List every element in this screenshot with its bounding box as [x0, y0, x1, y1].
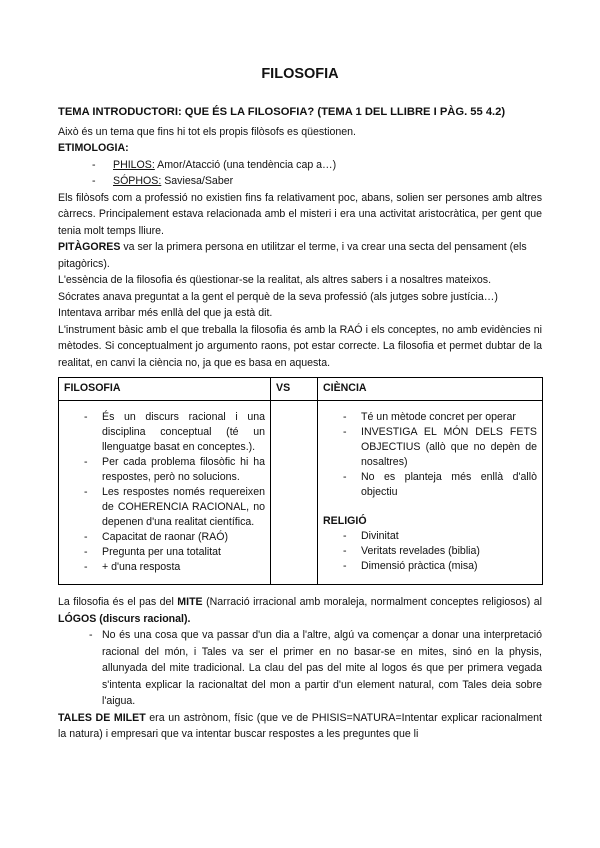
mite-list [58, 627, 542, 710]
text-run: i els conceptes, no amb evidències ni mètodes. Si conceptualment jo argumento raons, pot estar correcte. La filosofia et permet dubtar de la realitat, en canvi la ciència no, ja que es basa en aquesta. [58, 323, 542, 369]
definition: Saviesa/Saber [161, 175, 234, 187]
list-item [323, 559, 537, 574]
filosofia-cell [59, 401, 271, 585]
bold-term: PITÀGORES [58, 241, 121, 253]
paragraph-socrates: Sócrates anava preguntat a la gent el perquè de la seva professió (als jutges sobre justícia…) Intentava arribar més enllà del que ja està dit. [58, 290, 498, 319]
list-item [323, 425, 537, 470]
item-text: És un discurs racional i una disciplina conceptual (té un llenguatge basat en conceptes.). [102, 411, 265, 453]
list-item [323, 470, 537, 500]
etimologia-heading: ETIMOLOGIA: [58, 142, 129, 154]
list-item [323, 410, 537, 425]
header-ciencia: CIÈNCIA [318, 378, 543, 401]
comparison-table [58, 377, 543, 585]
dash-bullet: - [84, 531, 88, 543]
dash-bullet: - [84, 561, 88, 573]
item-text: Pregunta per una totalitat [102, 546, 221, 558]
dash-bullet: - [343, 411, 347, 423]
item-text: Té un mètode concret per operar [361, 411, 516, 423]
paragraph-essencia: L'essència de la filosofia és qüestionar-se la realitat, als altres sabers i a nosaltres mateixos. [58, 274, 492, 286]
intro-paragraph: Això és un tema que fins hi tot els propis filòsofs es qüestionen. [58, 125, 356, 138]
list-item [64, 485, 265, 530]
religio-heading: RELIGIÓ [323, 515, 367, 527]
dash-bullet: - [343, 471, 347, 483]
text-run: era un astrònom, físic (que ve de PHISIS=NATURA=Intentar explicar racionalment la natura) i empresari que va intentar buscar respostes a les preguntes que li [58, 711, 542, 740]
filosofia-list [64, 410, 265, 575]
text-run: La filosofia és el pas del [58, 596, 178, 608]
dash-bullet: - [84, 456, 88, 468]
list-item [58, 627, 542, 710]
term: SÓPHOS: [113, 175, 162, 187]
list-item [64, 545, 265, 560]
list-item [64, 455, 265, 485]
table-header-row [59, 378, 543, 401]
dash-bullet: - [84, 546, 88, 558]
term: PHILOS: [113, 158, 155, 171]
item-text: Dimensió pràctica (misa) [361, 560, 478, 572]
list-item [64, 560, 265, 575]
tema-heading: TEMA INTRODUCTORI: QUE ÉS LA FILOSOFIA? (TEMA 1 DEL LLIBRE I PÀG. 55 4.2) [58, 106, 506, 118]
item-text: + d'una resposta [102, 561, 181, 573]
dash-bullet: - [343, 545, 347, 557]
dash-bullet: - [92, 175, 96, 187]
paragraph-filosofs: Els filòsofs com a professió no existien fins fa relativament poc, abans, solien ser persones amb altres càrrecs. Principalement estava relacionada amb el misteri i era una activitat aristocràtica, per gent que tenia molt temps lliure. [58, 191, 542, 237]
list-item [58, 157, 542, 174]
item-text: Veritats revelades (biblia) [361, 545, 480, 557]
bold-term: LÓGOS (discurs racional). [58, 612, 191, 625]
list-item [64, 530, 265, 545]
vs-cell [271, 401, 318, 585]
list-item [64, 410, 265, 455]
text-run: L'instrument bàsic amb el que treballa la filosofia és amb la [58, 323, 340, 336]
list-item [323, 529, 537, 544]
paragraph-pitagores [58, 239, 542, 272]
dash-bullet: - [84, 486, 88, 498]
dash-bullet: - [84, 411, 88, 423]
item-text: INVESTIGA EL MÓN DELS FETS OBJECTIUS (allò que no depèn de nosaltres) [361, 426, 537, 468]
header-filosofia: FILOSOFIA [59, 378, 271, 401]
dash-bullet: - [89, 629, 93, 641]
item-text: No es planteja més enllà d'allò objectiu [361, 471, 537, 498]
etimologia-list [58, 157, 542, 190]
item-text: No és una cosa que va passar d'un dia a l'altre, algú va començar a donar una interpretació racional del món, i Tales va ser el primer en no basar-se en mites, sinó en la physis, allunyada del mite tradicional. La clau del pas del mite al logos és que per primera vegada s'intenta explicar la racionaltat del mon a partir d'un element natural, com Tales deia sobre l'aigua. [102, 629, 542, 707]
bold-term: TALES DE MILET [58, 711, 146, 724]
page-title: FILOSOFIA [261, 66, 339, 82]
ciencia-list [323, 410, 537, 500]
religio-list [323, 529, 537, 574]
paragraph-tales [58, 710, 542, 743]
document-body [58, 104, 542, 743]
dash-bullet: - [343, 560, 347, 572]
text-run: (Narració irracional amb moraleja, normalment conceptes religiosos) al [202, 596, 542, 608]
paragraph-mite [58, 594, 542, 627]
table-row [59, 401, 543, 585]
bold-term: MITE [177, 596, 203, 608]
text-run: RAÓ [339, 323, 363, 336]
dash-bullet: - [343, 426, 347, 438]
definition: Amor/Atacció (una tendència cap a…) [154, 158, 337, 171]
list-item [58, 173, 542, 190]
paragraph-rao [58, 322, 542, 372]
header-vs: VS [271, 378, 318, 401]
text-run: va ser la primera persona en utilitzar el terme, i va crear una secta del pensament (els pitagòrics). [58, 241, 527, 270]
item-text: Capacitat de raonar (RAÓ) [102, 531, 229, 543]
item-text: Per cada problema filosòfic hi ha respostes, però no solucions. [102, 456, 265, 483]
dash-bullet: - [343, 530, 347, 542]
item-text: Divinitat [361, 530, 399, 542]
item-text: Les respostes només requereixen de COHERENCIA RACIONAL, no depenen d'una realitat científica. [102, 486, 265, 528]
list-item [323, 544, 537, 559]
dash-bullet: - [92, 158, 96, 171]
ciencia-cell [318, 401, 543, 585]
